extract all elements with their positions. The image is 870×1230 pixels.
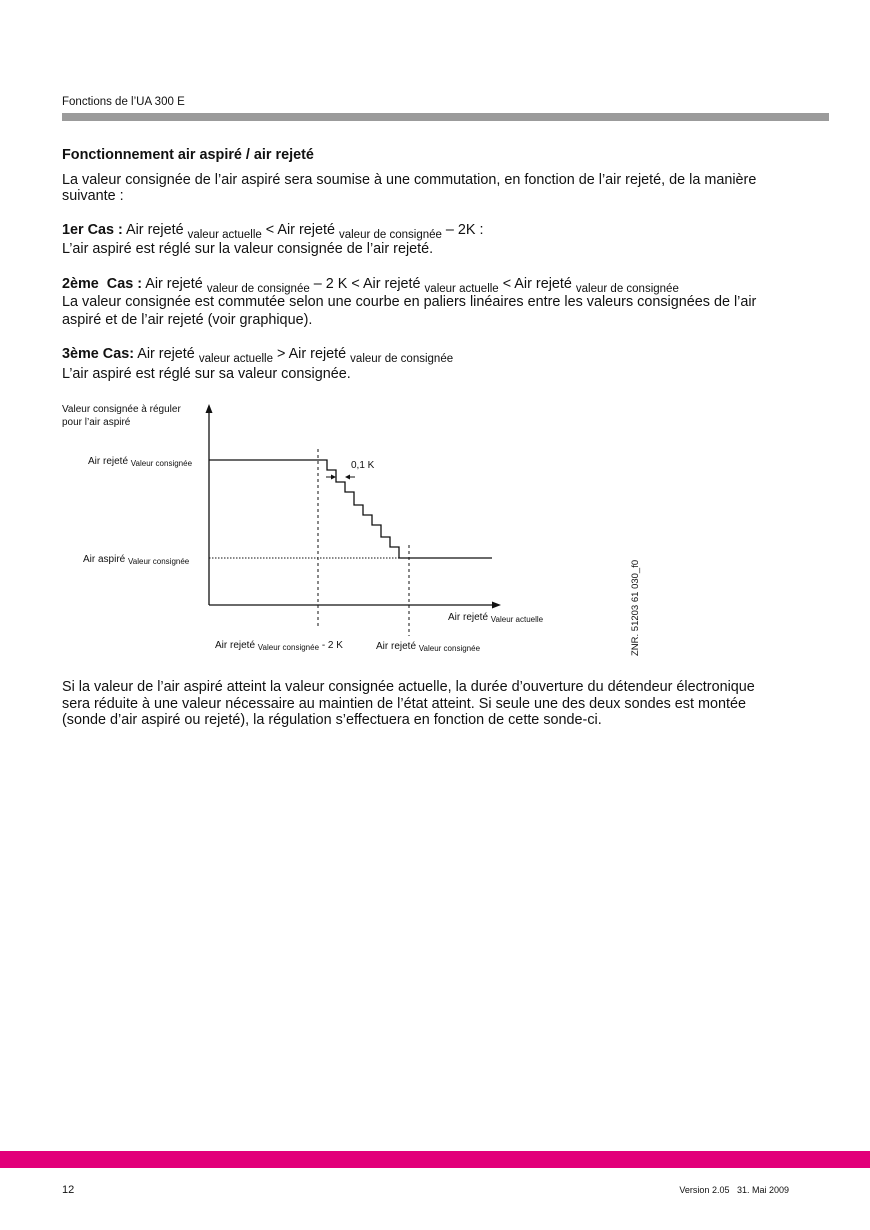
case-2-body-line-1: La valeur consignée est commutée selon une courbe en paliers linéaires entre les valeurs consignées de l’air xyxy=(62,294,757,310)
case-2-text-1: Air rejeté xyxy=(145,276,203,292)
case-1-text-1: Air rejeté xyxy=(126,222,184,238)
case-3-body: L’air aspiré est réglé sur sa valeur consignée. xyxy=(62,366,351,382)
case-2-label: 2ème Cas : xyxy=(62,276,142,292)
case-3-condition xyxy=(62,346,453,364)
case-1-text-2: < Air rejeté xyxy=(265,222,335,238)
case-3-sub-1: valeur actuelle xyxy=(198,352,273,365)
y-axis-label-line-1: Valeur consignée à réguler xyxy=(62,404,181,415)
exhaust-setpoint-main: Air rejeté xyxy=(88,456,129,467)
step-arrowhead-right xyxy=(331,475,336,480)
case-3-sub-2: valeur de consignée xyxy=(350,352,454,365)
closing-line-2: sera réduite à une valeur nécessaire au maintien de l’état atteint. Si seule une des deux sondes est montée xyxy=(62,696,746,712)
case-2-text-2: – 2 K < Air rejeté xyxy=(313,276,421,292)
footer-accent-bar xyxy=(0,1151,870,1168)
case-1-condition xyxy=(62,222,484,240)
y-axis-arrowhead xyxy=(206,404,213,413)
step-arrowhead-left xyxy=(345,475,350,480)
stepped-setpoint-curve xyxy=(209,460,492,558)
x-axis-label-sub: Valeur actuelle xyxy=(490,615,544,624)
tick-low-main: Air rejeté xyxy=(215,640,256,651)
tick-high-sub: Valeur consignée xyxy=(418,644,481,653)
case-2-text-3: < Air rejeté xyxy=(502,276,572,292)
y-axis-label-line-2: pour l’air aspiré xyxy=(62,417,131,428)
section-heading: Fonctionnement air aspiré / air rejeté xyxy=(62,147,314,163)
case-2-body-line-2: aspiré et de l’air rejeté (voir graphique). xyxy=(62,312,313,328)
case-2-sub-1: valeur de consignée xyxy=(206,282,310,295)
tick-low-suffix: - 2 K xyxy=(321,640,343,651)
header-rule xyxy=(62,113,829,121)
case-1-body: L’air aspiré est réglé sur la valeur consignée de l’air rejeté. xyxy=(62,241,434,257)
closing-line-3: (sonde d’air aspiré ou rejeté), la régulation s’effectuera en fonction de cette sonde-ci. xyxy=(62,712,602,728)
closing-line-1: Si la valeur de l’air aspiré atteint la valeur consignée actuelle, la durée d’ouverture du détendeur électronique xyxy=(62,679,755,695)
tick-high-main: Air rejeté xyxy=(376,641,417,652)
case-2-sub-2: valeur actuelle xyxy=(424,282,499,295)
intro-line-1: La valeur consignée de l’air aspiré sera soumise à une commutation, en fonction de l’air rejeté, de la manière xyxy=(62,172,757,188)
x-axis-label xyxy=(448,612,543,624)
case-2-sub-3: valeur de consignée xyxy=(575,282,679,295)
intro-line-2: suivante : xyxy=(62,188,124,204)
version-date: Version 2.05 31. Mai 2009 xyxy=(679,1185,789,1195)
figure-reference-number: ZNR. 51203 61 030_f0 xyxy=(630,559,641,656)
x-axis-label-main: Air rejeté xyxy=(448,612,489,623)
x-axis-arrowhead xyxy=(492,602,501,609)
case-3-text-2: > Air rejeté xyxy=(276,346,347,362)
case-2-condition xyxy=(62,276,679,294)
suction-setpoint-sub: Valeur consignée xyxy=(128,557,190,566)
running-header: Fonctions de l’UA 300 E xyxy=(62,96,185,108)
step-width-label: 0,1 K xyxy=(351,460,375,471)
tick-low-sub: Valeur consignée xyxy=(257,643,320,652)
suction-setpoint-label xyxy=(83,554,189,566)
tick-high-label xyxy=(376,641,480,653)
exhaust-setpoint-sub: Valeur consignée xyxy=(130,459,193,468)
suction-setpoint-main: Air aspiré xyxy=(83,554,126,565)
case-1-sub-1: valeur actuelle xyxy=(187,228,262,241)
exhaust-setpoint-label xyxy=(88,456,192,468)
page-number: 12 xyxy=(62,1184,75,1196)
case-3-text-1: Air rejeté xyxy=(137,346,195,362)
case-1-text-3: – 2K : xyxy=(445,222,484,238)
tick-low-label xyxy=(215,640,343,652)
case-1-sub-2: valeur de consignée xyxy=(338,228,442,241)
case-1-label: 1er Cas : xyxy=(62,222,123,238)
case-3-label: 3ème Cas: xyxy=(62,346,134,362)
